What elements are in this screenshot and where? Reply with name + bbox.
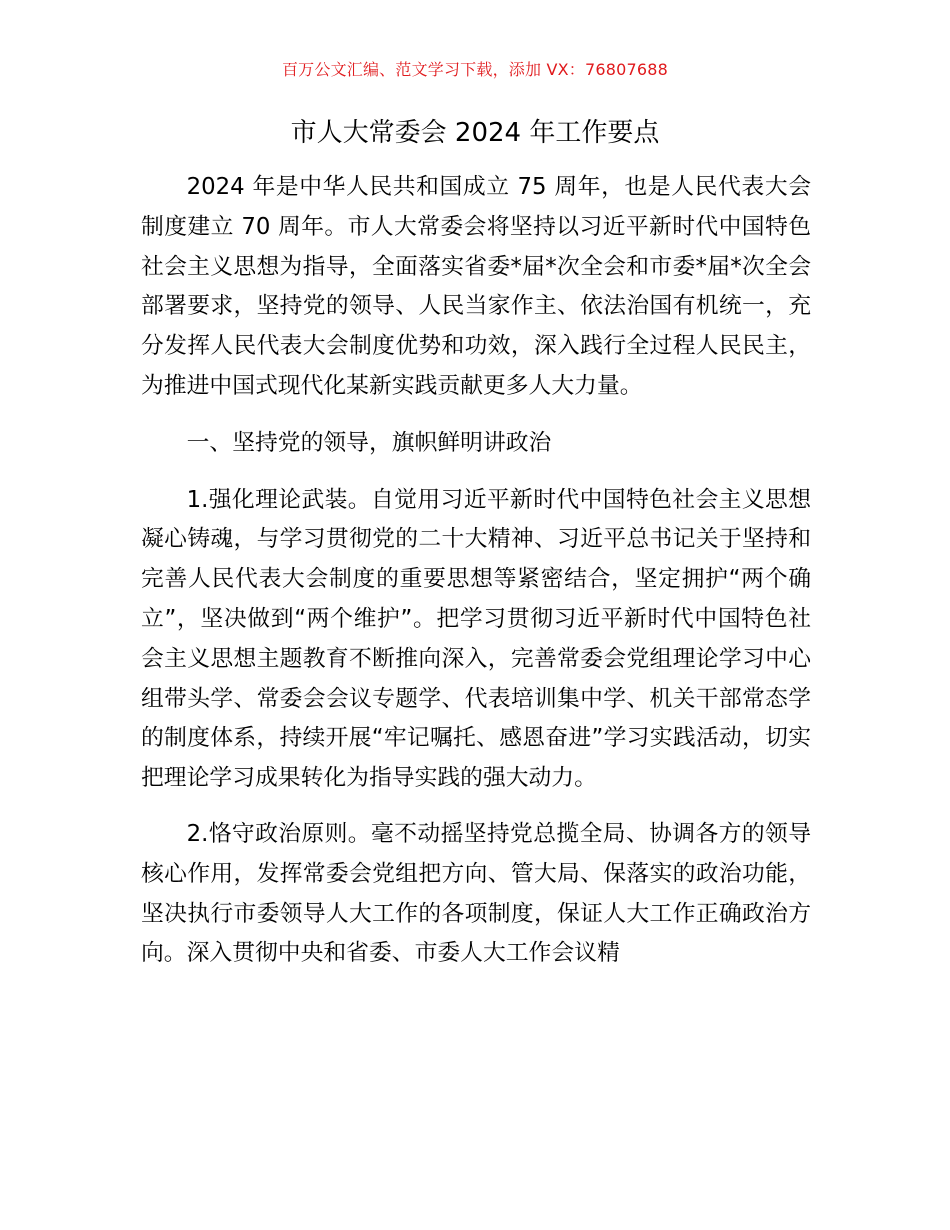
item-2-paragraph: 2.恪守政治原则。毫不动摇坚持党总揽全局、协调各方的领导核心作用，发挥常委会党组把方向、管大局、保落实的政治功能，坚决执行市委领导人大工作的各项制度，保证人大工作正确政治方向。深入贯彻中央和省委、市委人大工作会议精 bbox=[141, 820, 811, 967]
item-1-paragraph: 1.强化理论武装。自觉用习近平新时代中国特色社会主义思想凝心铸魂，与学习贯彻党的二十大精神、习近平总书记关于坚持和完善人民代表大会制度的重要思想等紧密结合，坚定拥护“两个确立”，坚决做到“两个维护”。把学习贯彻习近平新时代中国特色社会主义思想主题教育不断推向深入，完善常委会党组理论学习中心组带头学、常委会会议专题学、代表培训集中学、机关干部常态学的制度体系，持续开展“牢记嘱托、感恩奋进”学习实践活动，切实把理论学习成果转化为指导实践的强大动力。 bbox=[141, 486, 811, 792]
intro-paragraph: 2024 年是中华人民共和国成立 75 周年，也是人民代表大会制度建立 70 周年。市人大常委会将坚持以习近平新时代中国特色社会主义思想为指导，全面落实省委*届*次全会和市委*届*次全会部署要求，坚持党的领导、人民当家作主、依法治国有机统一，充分发挥人民代表大会制度优势和功效，深入践行全过程人民民主，为推进中国式现代化某新实践贡献更多人大力量。 bbox=[141, 174, 811, 399]
document-body bbox=[141, 168, 811, 974]
section-heading: 一、坚持党的领导，旗帜鲜明讲政治 bbox=[186, 429, 552, 456]
watermark-header: 百万公文汇编、范文学习下载，添加 VX：76807688 bbox=[281, 60, 669, 79]
document-title: 市人大常委会 2024 年工作要点 bbox=[290, 118, 660, 148]
